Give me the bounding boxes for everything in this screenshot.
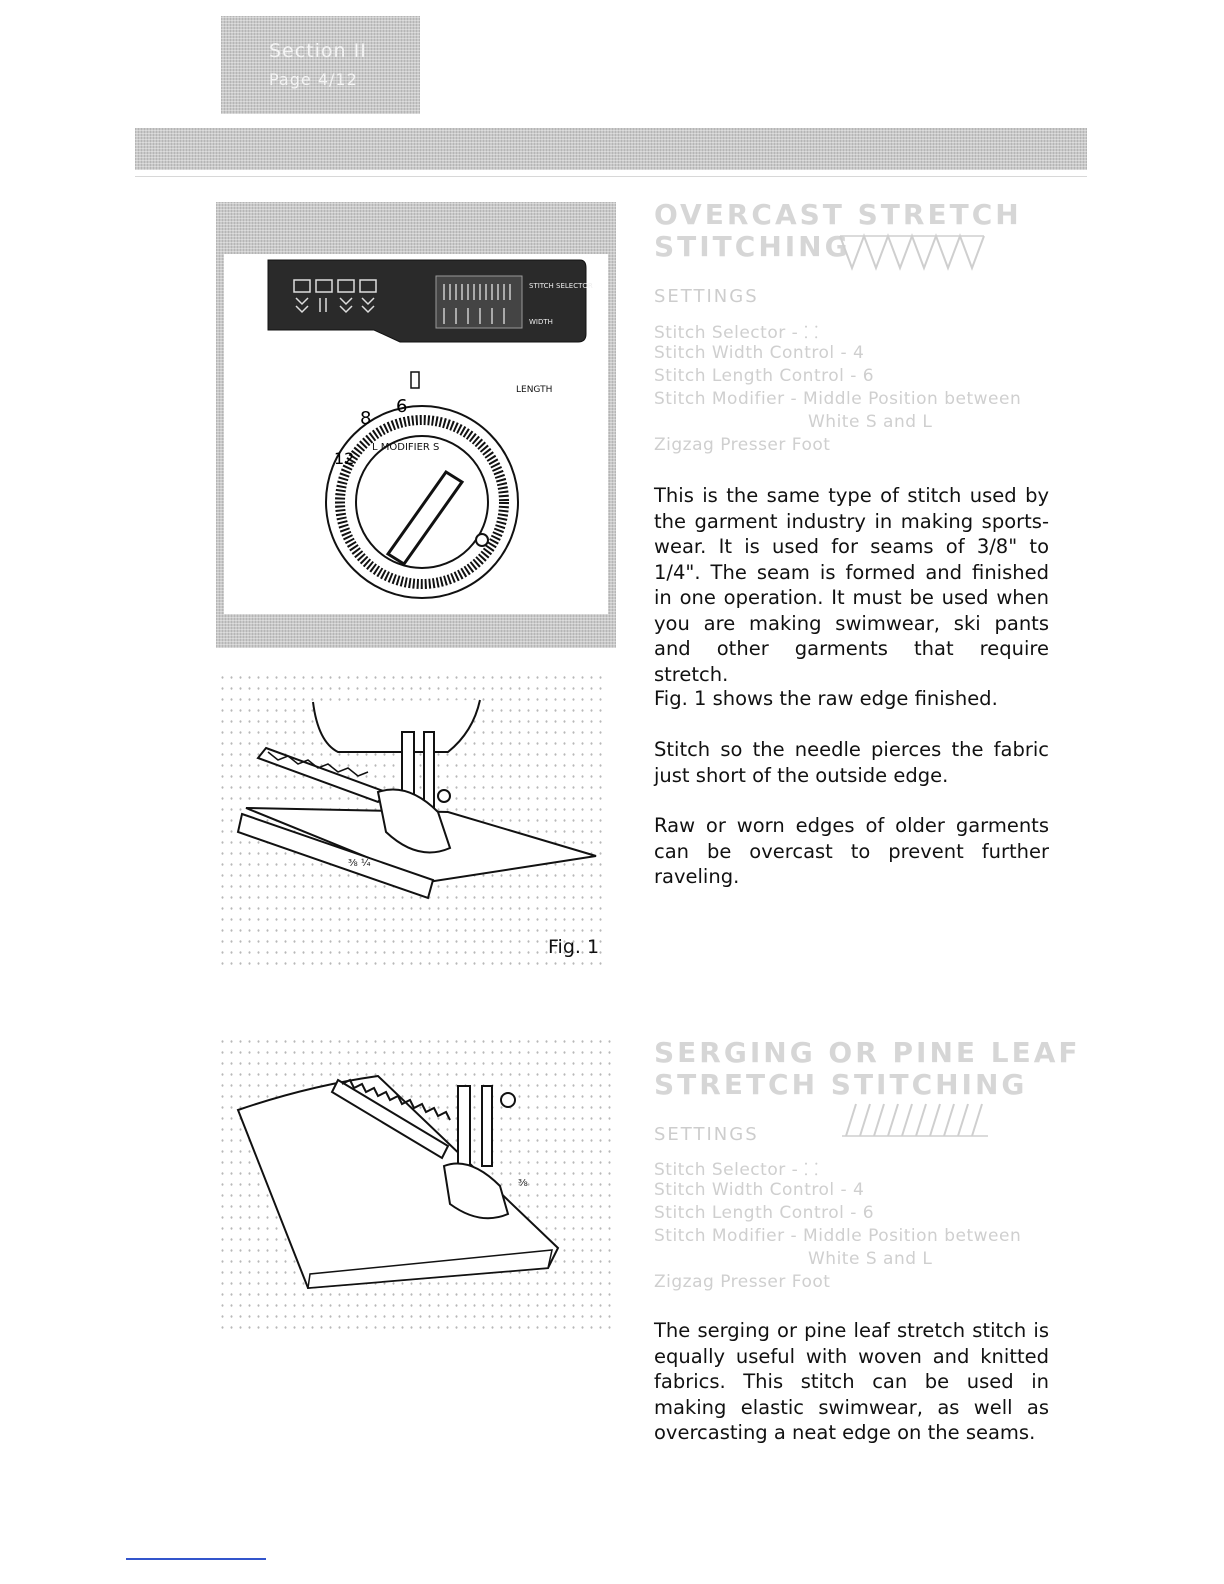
section1-title-line1: OVERCAST STRETCH	[654, 198, 1022, 231]
section-label: Section II	[269, 40, 367, 62]
section2-setting-stitch-selector: Stitch Selector - ⸬	[654, 1160, 819, 1180]
figure-2-illustration	[218, 1036, 616, 1336]
section2-setting-modifier: Stitch Modifier - Middle Position between	[654, 1226, 1022, 1246]
section1-paragraph: This is the same type of stitch used by the garment industry in making sports-wear. It is used for seams of 3/8" to 1/4". The seam is formed and finished in one operation. It must be used when you are making swimwear, ski pants and other garments that require stretch.	[654, 484, 1049, 686]
serging-stitch-drawing	[218, 1036, 616, 1336]
section1-setting-modifier-cont: White S and L	[808, 412, 933, 432]
page-label: Page 4/12	[269, 70, 358, 89]
section2-setting-foot: Zigzag Presser Foot	[654, 1272, 831, 1292]
section1-setting-foot: Zigzag Presser Foot	[654, 435, 831, 455]
section1-paragraph: Raw or worn edges of older garments can be overcast to prevent further raveling.	[654, 814, 1049, 888]
modifier-label: L MODIFIER S	[372, 442, 440, 453]
section-tab	[221, 16, 420, 114]
serging-stitch-symbol-icon	[840, 1100, 990, 1140]
stitch-selector-label: STITCH SELECTOR	[529, 282, 593, 290]
overcast-stitch-symbol-icon	[838, 232, 988, 272]
length-pointer	[411, 372, 419, 388]
section1-setting-modifier: Stitch Modifier - Middle Position between	[654, 389, 1022, 409]
section2-setting-length: Stitch Length Control - 6	[654, 1203, 875, 1223]
modifier-indicator-dot	[476, 534, 488, 546]
overcast-stitch-drawing	[218, 672, 608, 972]
length-label: LENGTH	[516, 385, 553, 395]
svg-text:⅜: ⅜	[518, 1178, 528, 1189]
section1-title-line2: STITCHING	[654, 230, 851, 263]
figure-1-illustration	[218, 672, 608, 972]
section1-paragraph: Fig. 1 shows the raw edge finished.	[654, 687, 998, 710]
header-rule	[135, 176, 1087, 177]
section2-settings-title: SETTINGS	[654, 1124, 759, 1145]
selector-strip	[268, 260, 586, 342]
header-band	[135, 128, 1087, 170]
section2-paragraph: The serging or pine leaf stretch stitch is equally useful with woven and knitted fabrics. This stitch can be used in making elastic swimwear, as well as overcasting a neat edge on the seams.	[654, 1319, 1049, 1444]
stitch-dial-drawing	[224, 254, 608, 614]
length-mark: 6	[396, 396, 408, 417]
scan-mark	[126, 1558, 266, 1560]
section1-settings-title: SETTINGS	[654, 286, 759, 307]
width-label: WIDTH	[529, 318, 553, 326]
section1-paragraph: Stitch so the needle pierces the fabric just short of the outside edge.	[654, 738, 1049, 787]
section2-setting-width: Stitch Width Control - 4	[654, 1180, 865, 1200]
section1-setting-length: Stitch Length Control - 6	[654, 366, 875, 386]
section1-setting-width: Stitch Width Control - 4	[654, 343, 865, 363]
control-panel-illustration	[216, 202, 616, 648]
section2-title-line2: STRETCH STITCHING	[654, 1068, 1028, 1101]
svg-text:⅜ ¼: ⅜ ¼	[348, 858, 371, 869]
figure-1-label: Fig. 1	[548, 936, 600, 958]
length-mark: 8	[360, 408, 372, 429]
section2-title-line1: SERGING OR PINE LEAF	[654, 1036, 1081, 1069]
control-panel-image	[224, 254, 608, 614]
section1-setting-stitch-selector: Stitch Selector - ⸬	[654, 323, 819, 343]
length-mark: 12	[334, 449, 355, 468]
section2-setting-modifier-cont: White S and L	[808, 1249, 933, 1269]
